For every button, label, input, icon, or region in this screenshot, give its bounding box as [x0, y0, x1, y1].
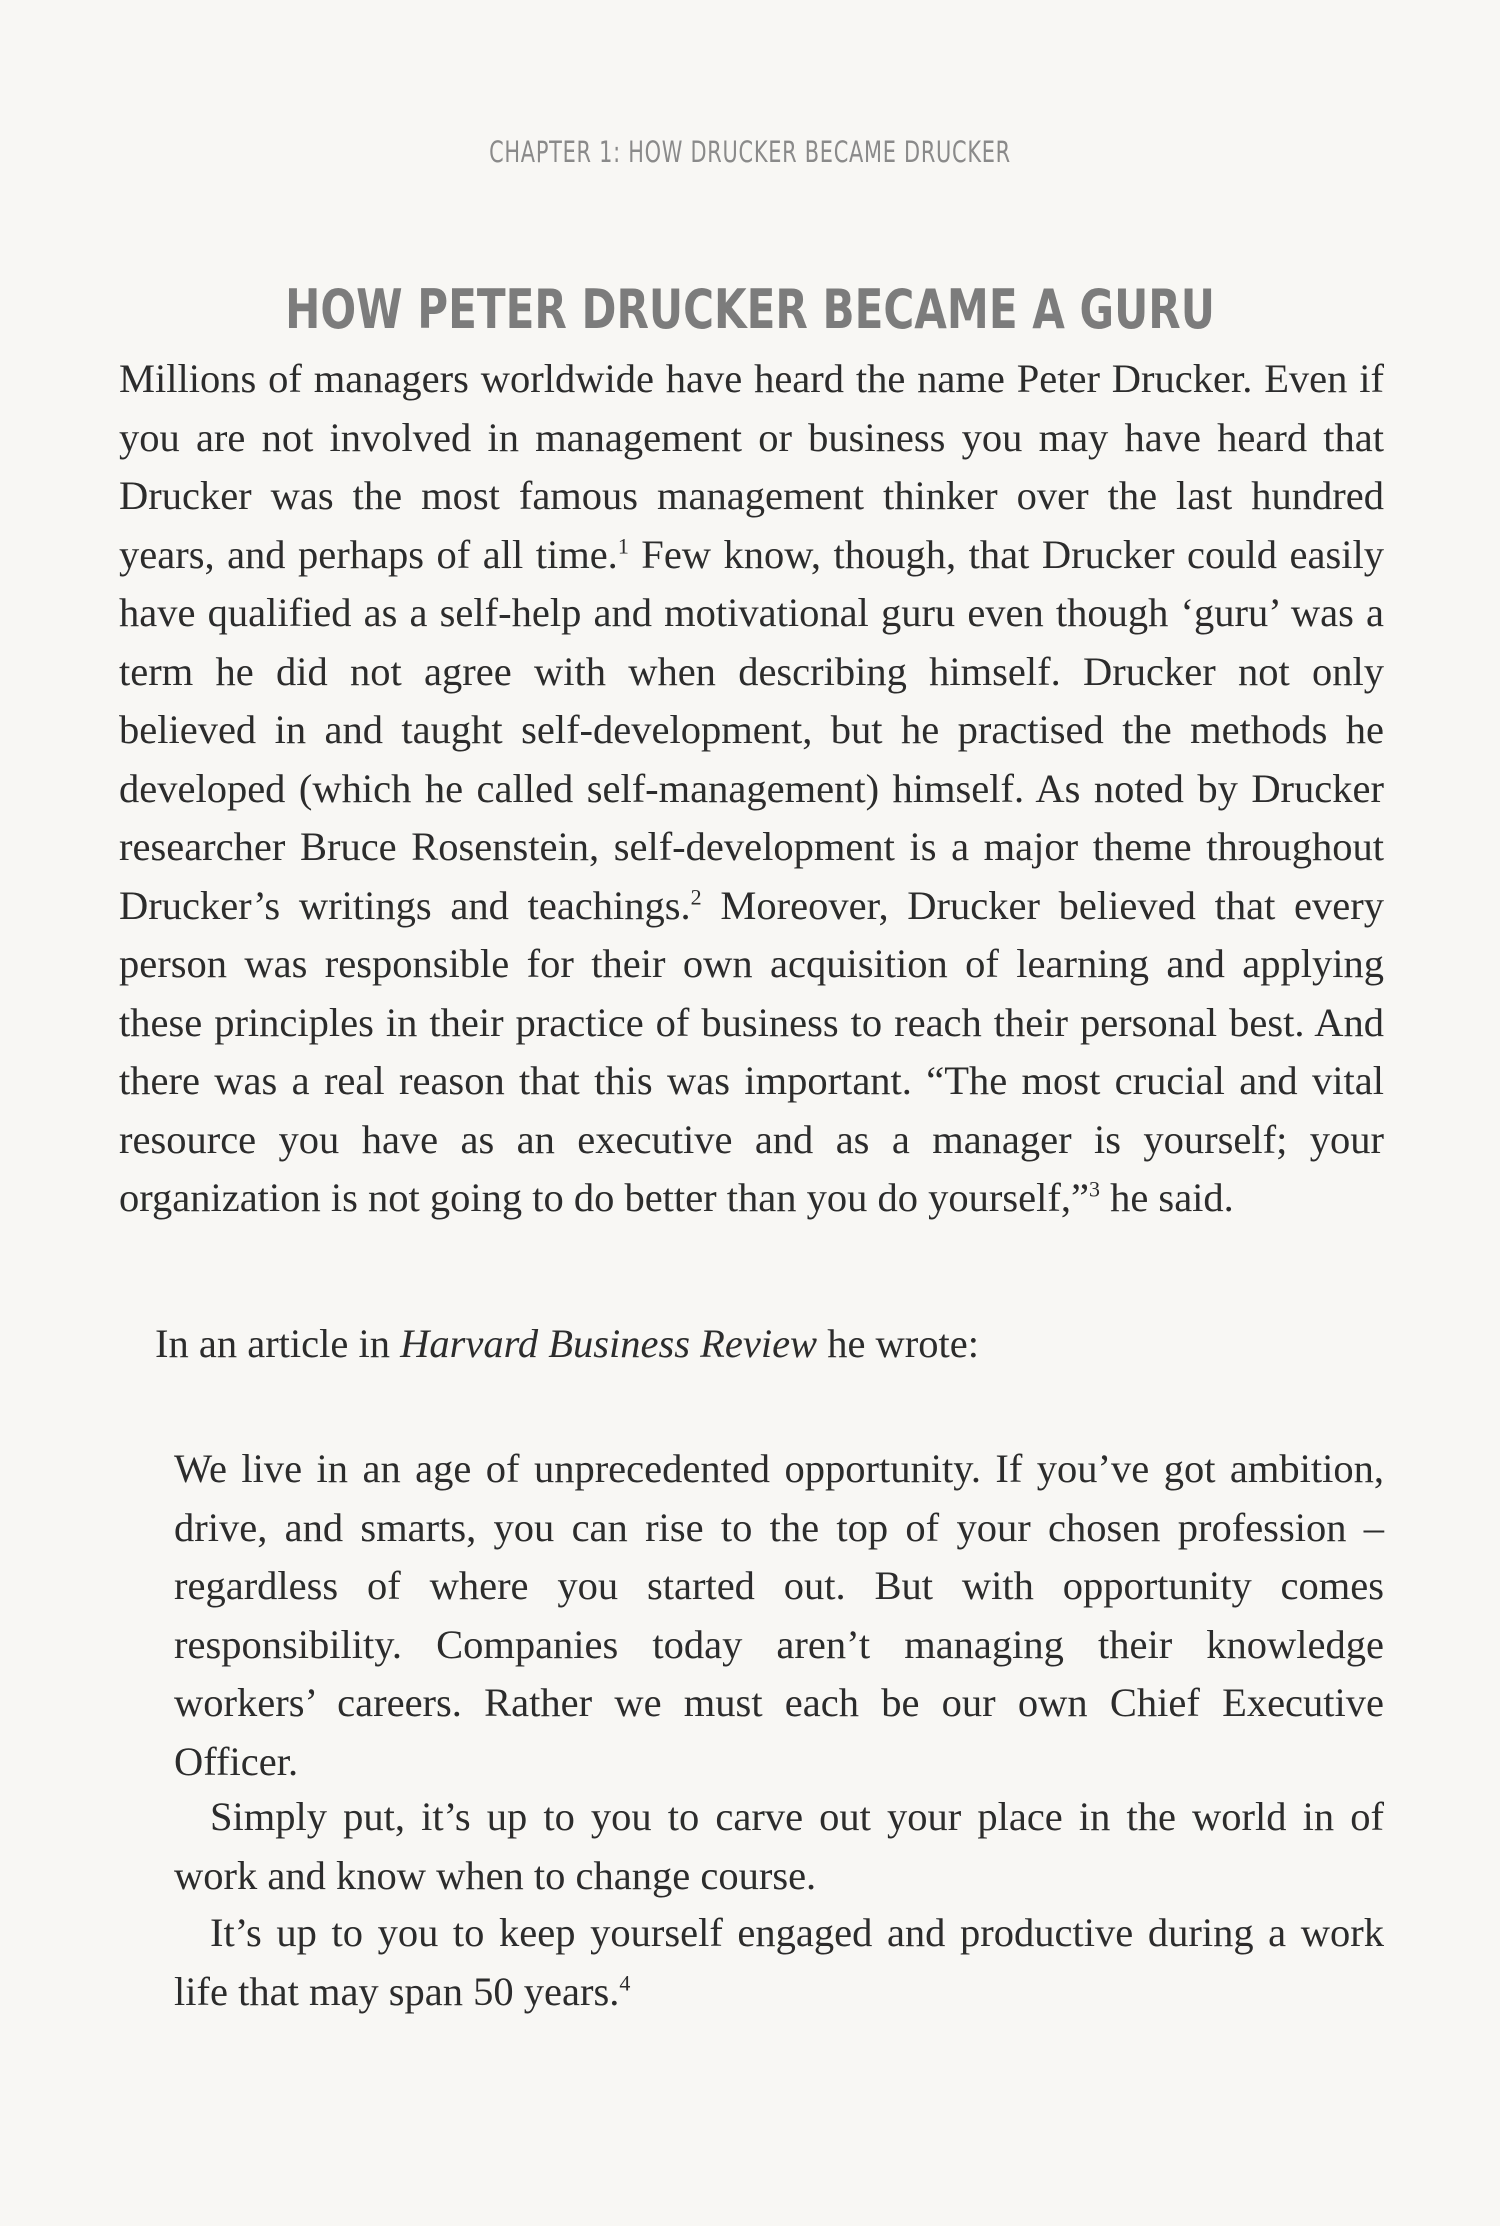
- body-paragraph-hbr: [119, 1315, 1384, 1374]
- quote-text: It’s up to you to keep yourself engaged and productive during a work life that may span 50 years.: [174, 1910, 1384, 2014]
- paragraph-text: Few know, though, that Drucker could easily have qualified as a self-help and motivational guru even though ‘guru’ was a term he did not agree with when describing himself. Drucker not only believed in and taught self-development, but he practised the methods he developed (which he called self-management) himself. As noted by Drucker researcher Bruce Rosenstein, self-development is a major theme throughout Drucker’s writings and teachings.: [119, 531, 1385, 928]
- body-paragraph-intro: [119, 350, 1384, 1228]
- block-quote-paragraph-2: Simply put, it’s up to you to carve out your place in the world in of work and know when to change course.: [174, 1794, 1384, 1898]
- footnote-ref-3: 3: [1088, 1176, 1100, 1202]
- running-head: CHAPTER 1: HOW DRUCKER BECAME DRUCKER: [489, 135, 1011, 169]
- paragraph-text: he wrote:: [817, 1321, 980, 1366]
- publication-title: Harvard Business Review: [400, 1321, 818, 1366]
- paragraph-text: he said.: [1099, 1175, 1234, 1220]
- block-quote-paragraph-1: We live in an age of unprecedented opportunity. If you’ve got ambition, drive, and smarts, you can rise to the top of your chosen profession – regardless of where you started out. But with opportunity comes responsibility. Companies today aren’t managing their knowledge workers’ careers. Rather we must each be our own Chief Executive Officer.: [174, 1446, 1384, 1784]
- footnote-ref-2: 2: [690, 884, 702, 909]
- section-title: HOW PETER DRUCKER BECAME A GURU: [285, 278, 1215, 341]
- footnote-ref-1: 1: [617, 533, 629, 558]
- block-quote-paragraph-3: [174, 1904, 1384, 2021]
- paragraph-text: Moreover, Drucker believed that every person was responsible for their own acquisition of learning and applying these principles in their practice of business to reach their personal best. And there was a real reason that this was important. “The most crucial and vital resource you have as an executive and as a manager is yourself; your organization is not going to do better than you do yourself,”: [119, 882, 1384, 1220]
- paragraph-text: Millions of managers worldwide have heard the name Peter Drucker. Even if you are not involved in management or business you may have heard that Drucker was the most famous management thinker over the last hundred years, and perhaps of all time.: [119, 356, 1384, 577]
- paragraph-text: In an article in: [155, 1321, 401, 1366]
- footnote-ref-4: 4: [619, 1970, 631, 1995]
